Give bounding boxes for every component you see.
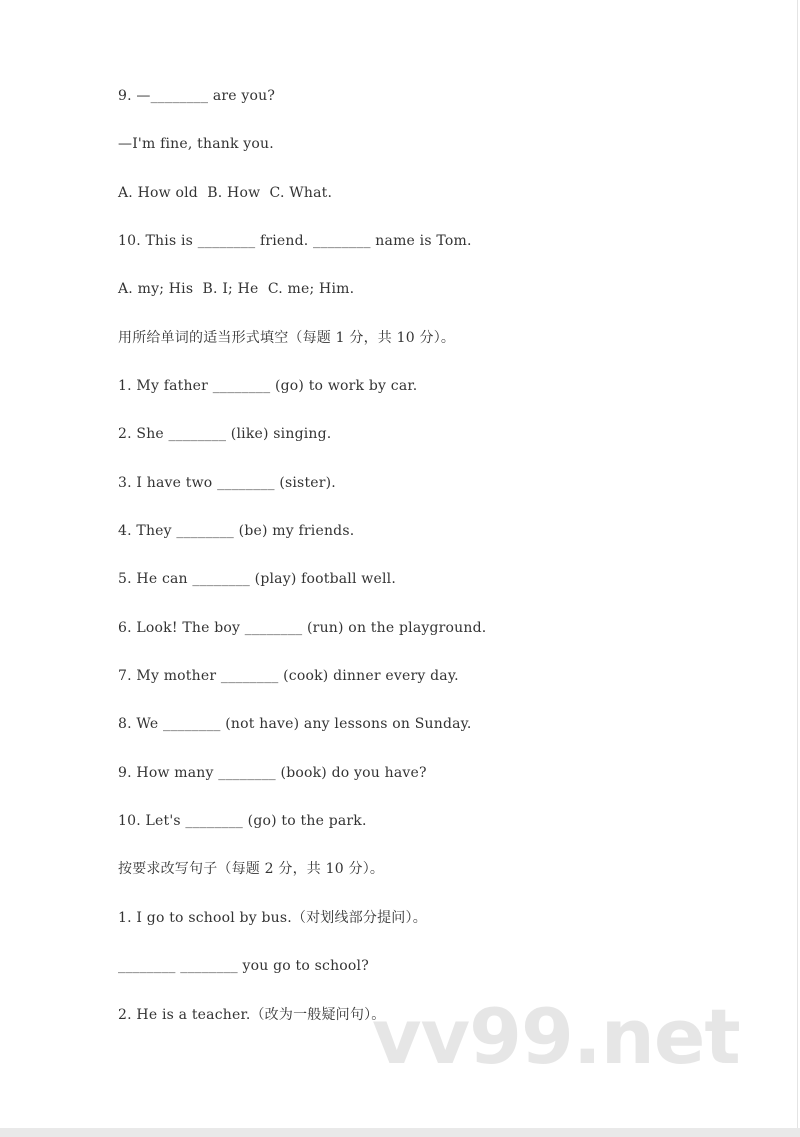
- question-line: 1. My father ________ (go) to work by car.: [118, 378, 418, 394]
- question-line: —I'm fine, thank you.: [118, 136, 274, 152]
- question-line: 5. He can ________ (play) football well.: [118, 571, 396, 587]
- question-line: A. my; His B. I; He C. me; Him.: [118, 281, 355, 297]
- question-line: 9. —________ are you?: [118, 88, 276, 104]
- question-line: 10. Let's ________ (go) to the park.: [118, 813, 367, 829]
- question-line: 6. Look! The boy ________ (run) on the playground.: [118, 620, 487, 636]
- question-line: 8. We ________ (not have) any lessons on Sunday.: [118, 716, 472, 732]
- question-line: 9. How many ________ (book) do you have?: [118, 765, 427, 781]
- question-line: 4. They ________ (be) my friends.: [118, 523, 355, 539]
- question-line: 3. I have two ________ (sister).: [118, 475, 336, 491]
- question-line: 2. She ________ (like) singing.: [118, 426, 332, 442]
- question-line: ________ ________ you go to school?: [118, 958, 369, 974]
- question-line: 7. My mother ________ (cook) dinner every day.: [118, 668, 459, 684]
- page-gap: [0, 1128, 800, 1137]
- section-heading: 用所给单词的适当形式填空（每题 1 分，共 10 分）。: [118, 330, 456, 346]
- watermark: vv99.net: [372, 992, 740, 1081]
- question-line: 2. He is a teacher.（改为一般疑问句）。: [118, 1007, 386, 1023]
- question-line: 10. This is ________ friend. ________ name is Tom.: [118, 233, 472, 249]
- question-line: 1. I go to school by bus.（对划线部分提问）。: [118, 910, 427, 926]
- section-heading: 按要求改写句子（每题 2 分，共 10 分）。: [118, 861, 385, 877]
- question-line: A. How old B. How C. What.: [118, 185, 333, 201]
